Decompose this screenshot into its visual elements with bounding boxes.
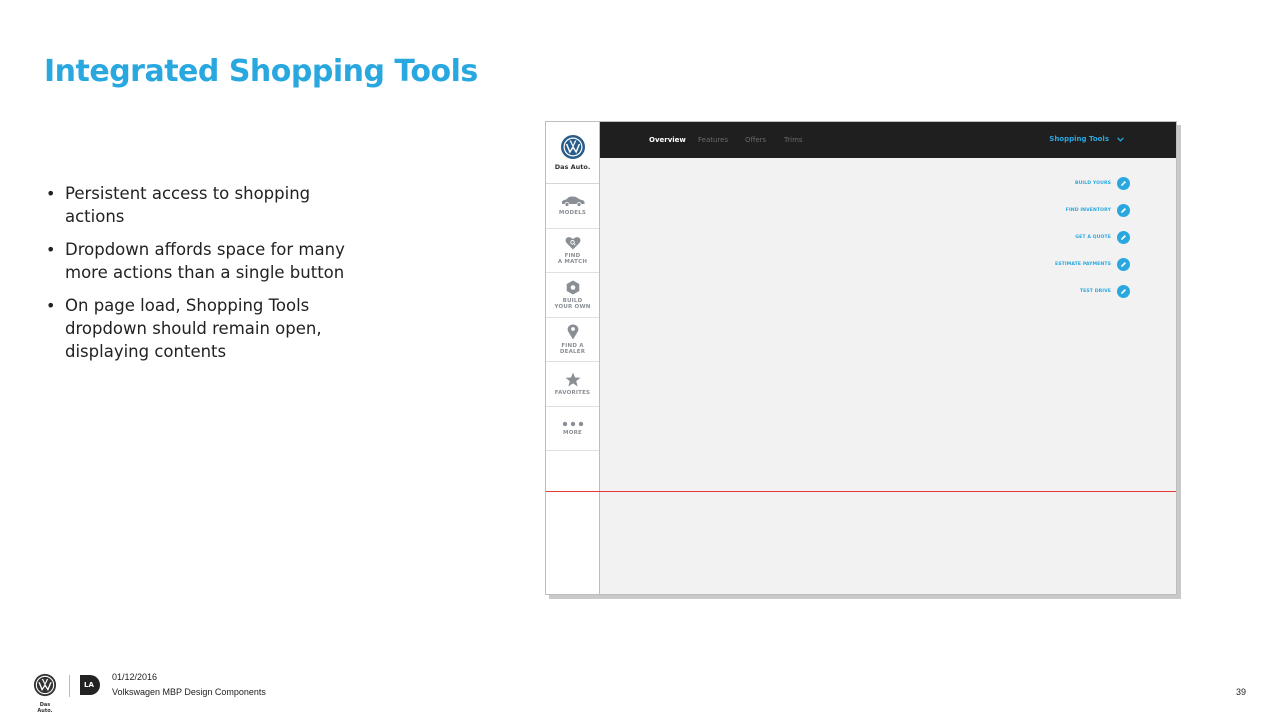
mockup-sidebar (546, 122, 600, 594)
dropdown-item-label: BUILD YOURS (1074, 181, 1111, 186)
sidebar-item-models[interactable] (546, 184, 599, 229)
tab-trims[interactable]: Trims (784, 136, 803, 144)
mockup-top-nav (600, 122, 1176, 158)
website-mockup (545, 121, 1177, 595)
bullet-text: Persistent access to shopping actions (65, 184, 311, 226)
sidebar-item-find-a-match[interactable] (546, 229, 599, 274)
sidebar-item-label: FAVORITES (554, 389, 591, 396)
page-title: Integrated Shopping Tools (44, 54, 478, 89)
tab-offers[interactable]: Offers (745, 136, 767, 144)
sidebar-item-label: MODELS (558, 210, 587, 217)
tool-icon (1117, 258, 1130, 271)
vw-logo-icon (33, 673, 57, 697)
sidebar-item-label: BUILD YOUR OWN (554, 297, 591, 310)
dropdown-item-label: ESTIMATE PAYMENTS (1054, 262, 1111, 267)
brand-tagline: Das Auto. (554, 163, 591, 171)
sidebar-item-favorites[interactable] (546, 362, 599, 407)
bullet-item: • Persistent access to shopping actions (46, 184, 311, 226)
dropdown-item-build-yours[interactable] (1055, 170, 1130, 197)
dropdown-item-label: GET A QUOTE (1075, 235, 1111, 240)
dropdown-item-get-a-quote[interactable] (1055, 224, 1130, 251)
heart-search-icon (565, 236, 581, 250)
shopping-tools-label: Shopping Tools (1049, 135, 1109, 143)
footer-vw-logo (33, 673, 57, 714)
tab-features[interactable]: Features (698, 136, 729, 144)
tool-icon (1117, 231, 1130, 244)
hexagon-icon (566, 280, 580, 295)
dropdown-item-estimate-payments[interactable] (1055, 251, 1130, 278)
dropdown-item-test-drive[interactable] (1055, 278, 1130, 305)
dropdown-item-find-inventory[interactable] (1055, 197, 1130, 224)
bullet-text: Dropdown affords space for many more actions than a single button (65, 240, 345, 282)
sidebar-item-label: FIND A DEALER (559, 342, 586, 355)
dropdown-item-label: TEST DRIVE (1079, 289, 1111, 294)
location-pin-icon (567, 324, 579, 340)
bullet-item: • Dropdown affords space for many more actions than a single button (46, 240, 345, 282)
tool-icon (1117, 177, 1130, 190)
sidebar-item-label: MORE (563, 429, 582, 436)
sidebar-item-more[interactable] (546, 407, 599, 452)
footer-subtitle: Volkswagen MBP Design Components (112, 687, 266, 697)
vw-logo-icon (560, 134, 586, 160)
brand-logo[interactable] (546, 122, 599, 184)
shopping-tools-dropdown (1055, 170, 1130, 305)
sidebar-item-build-your-own[interactable] (546, 273, 599, 318)
more-dots-icon (562, 421, 584, 427)
shopping-tools-toggle[interactable] (1049, 135, 1124, 143)
page-fold-line (546, 491, 1176, 492)
tool-icon (1117, 204, 1130, 217)
footer-date: 01/12/2016 (112, 672, 158, 682)
page-number: 39 (1235, 687, 1246, 697)
bullet-text: On page load, Shopping Tools dropdown should remain open, displaying contents (65, 296, 322, 361)
tab-overview[interactable]: Overview (649, 136, 686, 144)
bullet-list (44, 182, 374, 373)
car-icon (560, 195, 586, 207)
star-icon (565, 372, 581, 387)
la-badge: LA (80, 675, 100, 695)
bullet-item: • On page load, Shopping Tools dropdown should remain open, displaying contents (46, 296, 322, 361)
footer-brand-tagline: Das Auto. (37, 702, 53, 714)
dropdown-item-label: FIND INVENTORY (1065, 208, 1111, 213)
sidebar-item-find-a-dealer[interactable] (546, 318, 599, 363)
footer-divider (69, 675, 70, 697)
chevron-down-icon (1117, 137, 1124, 142)
sidebar-item-label: FIND A MATCH (557, 252, 588, 265)
tool-icon (1117, 285, 1130, 298)
